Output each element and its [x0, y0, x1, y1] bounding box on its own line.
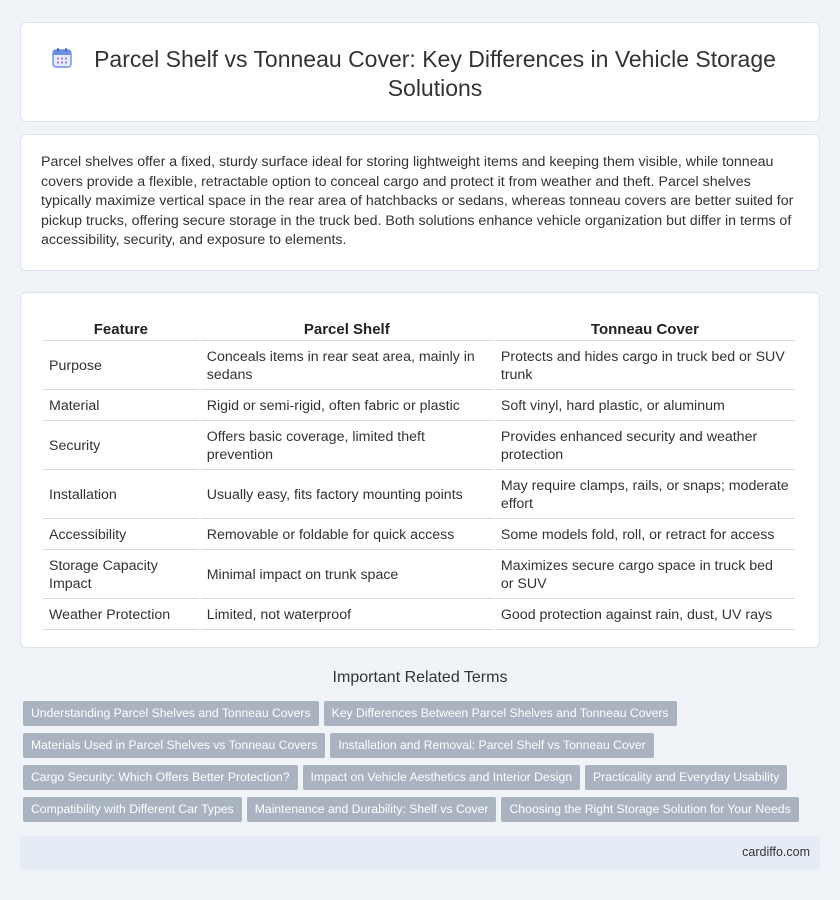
row-tonneau-cover: Maximizes secure cargo space in truck bed or SUV — [495, 552, 795, 599]
table-row — [43, 343, 795, 390]
tag-row — [23, 701, 823, 733]
tag-row — [23, 733, 823, 765]
table-row — [43, 552, 795, 599]
title-card — [20, 22, 820, 122]
row-feature: Storage Capacity Impact — [43, 552, 199, 599]
row-feature: Accessibility — [43, 521, 199, 550]
row-feature: Material — [43, 392, 199, 421]
row-tonneau-cover: Protects and hides cargo in truck bed or SUV trunk — [495, 343, 795, 390]
row-tonneau-cover: Soft vinyl, hard plastic, or aluminum — [495, 392, 795, 421]
footer-site-link[interactable]: cardiffo.com — [742, 845, 810, 859]
row-feature: Security — [43, 423, 199, 470]
intro-card — [20, 134, 820, 271]
related-tag[interactable]: Maintenance and Durability: Shelf vs Cover — [247, 797, 497, 822]
comparison-table-card — [20, 292, 820, 648]
comparison-table — [41, 315, 797, 632]
header-parcel-shelf: Parcel Shelf — [201, 317, 493, 341]
footer — [20, 836, 820, 870]
row-feature: Installation — [43, 472, 199, 519]
related-tag[interactable]: Installation and Removal: Parcel Shelf vs Tonneau Cover — [330, 733, 653, 758]
related-terms-tags — [23, 701, 823, 829]
related-tag[interactable]: Impact on Vehicle Aesthetics and Interior Design — [303, 765, 581, 790]
page-title: Parcel Shelf vs Tonneau Cover: Key Differences in Vehicle Storage Solutions — [94, 46, 776, 101]
table-header-row — [43, 317, 795, 341]
row-tonneau-cover: Provides enhanced security and weather protection — [495, 423, 795, 470]
row-tonneau-cover: Good protection against rain, dust, UV rays — [495, 601, 795, 630]
header-feature: Feature — [43, 317, 199, 341]
row-parcel-shelf: Rigid or semi-rigid, often fabric or plastic — [201, 392, 493, 421]
table-row — [43, 601, 795, 630]
row-parcel-shelf: Minimal impact on trunk space — [201, 552, 493, 599]
table-row — [43, 472, 795, 519]
row-feature: Weather Protection — [43, 601, 199, 630]
related-tag[interactable]: Understanding Parcel Shelves and Tonneau Covers — [23, 701, 319, 726]
table-row — [43, 392, 795, 421]
related-tag[interactable]: Choosing the Right Storage Solution for Your Needs — [501, 797, 798, 822]
related-tag[interactable]: Key Differences Between Parcel Shelves and Tonneau Covers — [324, 701, 677, 726]
intro-paragraph: Parcel shelves offer a fixed, sturdy surface ideal for storing lightweight items and keeping them visible, while tonneau covers provide a flexible, retractable option to conceal cargo and protect it from weather and theft. Parcel shelves typically maximize vertical space in the rear area of hatchbacks or sedans, whereas tonneau covers are better suited for pickup trucks, offering secure storage in the truck bed. Both solutions enhance vehicle organization but differ in terms of accessibility, security, and exposure to elements. — [41, 154, 794, 249]
row-parcel-shelf: Conceals items in rear seat area, mainly in sedans — [201, 343, 493, 390]
related-tag[interactable]: Compatibility with Different Car Types — [23, 797, 242, 822]
row-parcel-shelf: Limited, not waterproof — [201, 601, 493, 630]
header-tonneau-cover: Tonneau Cover — [495, 317, 795, 341]
row-tonneau-cover: Some models fold, roll, or retract for access — [495, 521, 795, 550]
row-tonneau-cover: May require clamps, rails, or snaps; moderate effort — [495, 472, 795, 519]
tag-row — [23, 797, 823, 829]
table-row — [43, 423, 795, 470]
row-feature: Purpose — [43, 343, 199, 390]
related-tag[interactable]: Practicality and Everyday Usability — [585, 765, 787, 790]
row-parcel-shelf: Offers basic coverage, limited theft prevention — [201, 423, 493, 470]
row-parcel-shelf: Usually easy, fits factory mounting points — [201, 472, 493, 519]
table-row — [43, 521, 795, 550]
related-tag[interactable]: Cargo Security: Which Offers Better Protection? — [23, 765, 298, 790]
tag-row — [23, 765, 823, 797]
related-terms-title: Important Related Terms — [332, 669, 508, 686]
row-parcel-shelf: Removable or foldable for quick access — [201, 521, 493, 550]
related-tag[interactable]: Materials Used in Parcel Shelves vs Tonneau Covers — [23, 733, 325, 758]
